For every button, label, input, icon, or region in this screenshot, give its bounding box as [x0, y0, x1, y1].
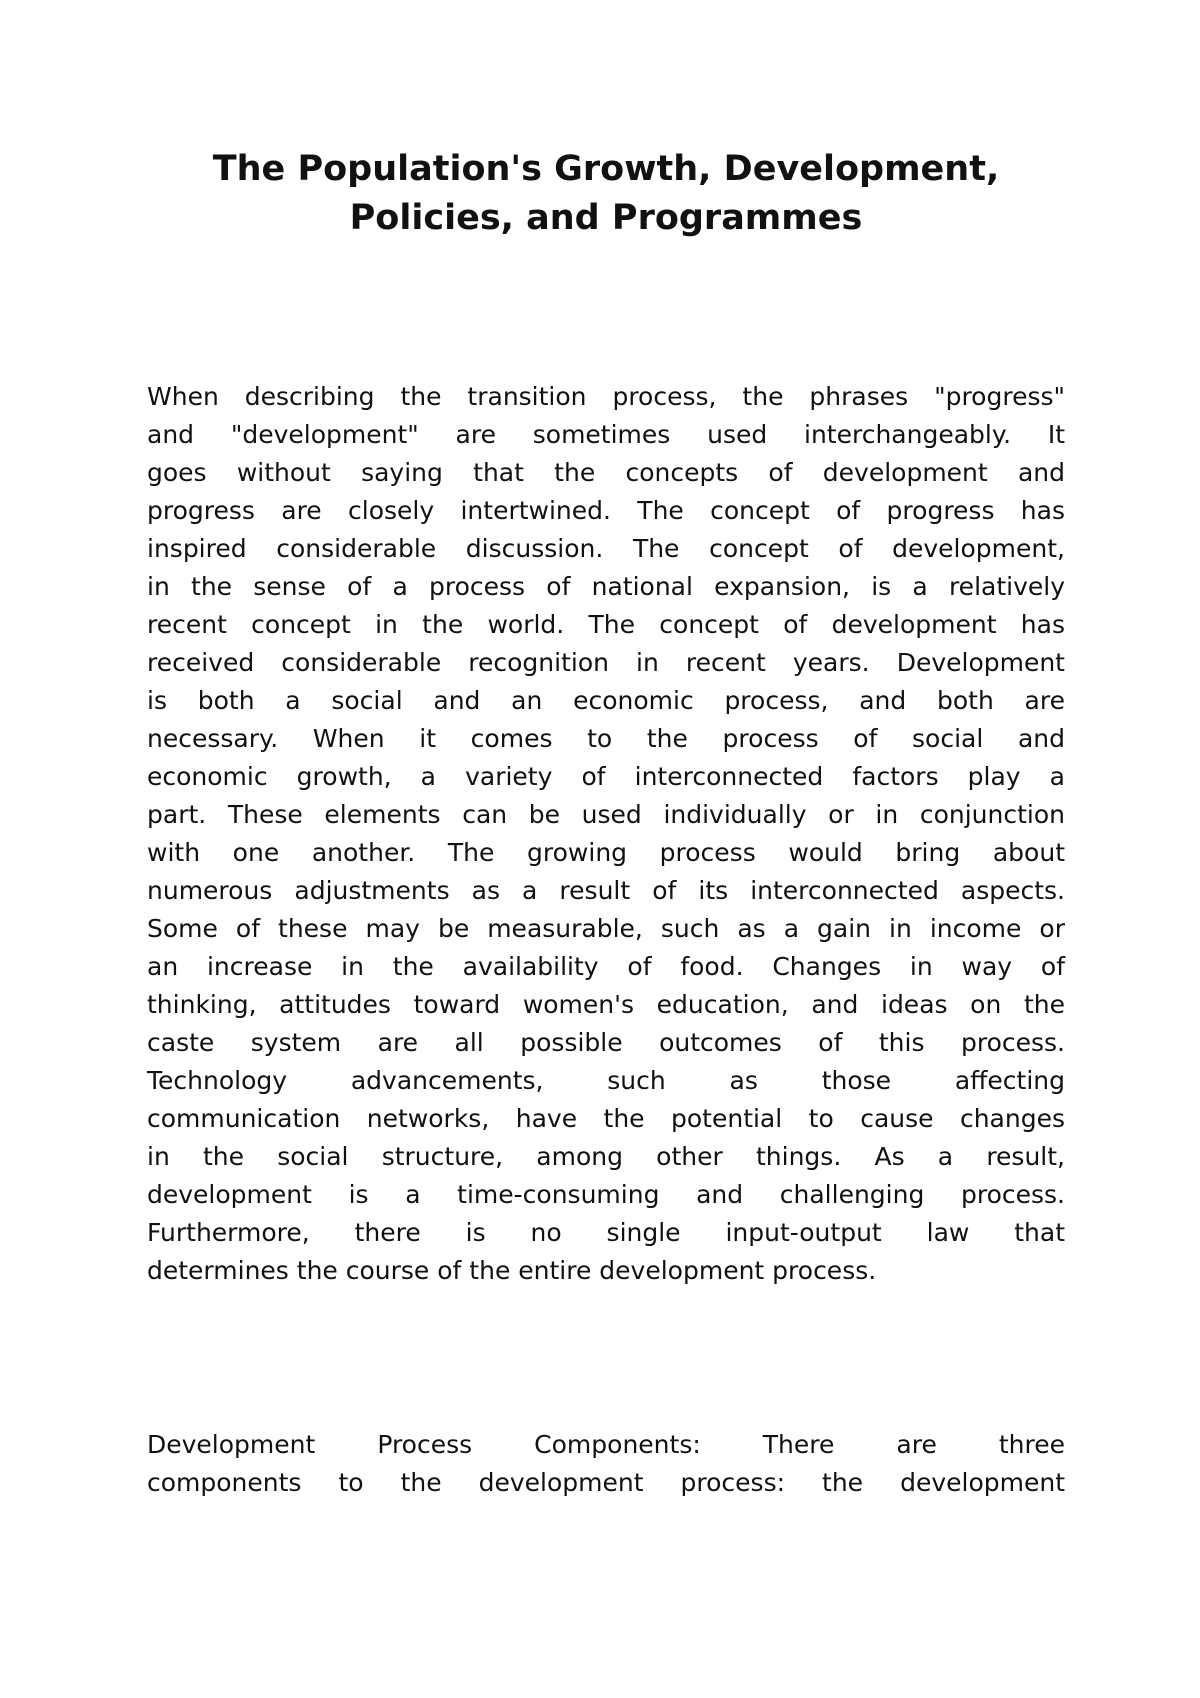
text-line: progress are closely intertwined. The concept of progress has: [147, 496, 1065, 525]
text-line: Some of these may be measurable, such as a gain in income or: [147, 914, 1065, 943]
text-line: thinking, attitudes toward women's education, and ideas on the: [147, 990, 1065, 1019]
paragraph-process-components: [147, 1426, 1065, 1502]
text-line: goes without saying that the concepts of development and: [147, 458, 1065, 487]
document-title: [148, 145, 1064, 243]
text-line: When describing the transition process, the phrases "progress": [147, 382, 1065, 411]
text-line: necessary. When it comes to the process of social and: [147, 724, 1065, 753]
title-line: Policies, and Programmes: [349, 198, 863, 238]
paragraph-development-intro: [147, 378, 1065, 1290]
text-line: inspired considerable discussion. The concept of development,: [147, 534, 1065, 563]
text-line: with one another. The growing process would bring about: [147, 838, 1065, 867]
text-line: communication networks, have the potential to cause changes: [147, 1104, 1065, 1133]
text-line: components to the development process: the development: [147, 1468, 1065, 1497]
text-line: caste system are all possible outcomes of this process.: [147, 1028, 1065, 1057]
text-line: received considerable recognition in recent years. Development: [147, 648, 1065, 677]
title-line: The Population's Growth, Development,: [212, 149, 1000, 189]
text-line: Development Process Components: There are three: [147, 1430, 1065, 1459]
text-line: Furthermore, there is no single input-output law that: [147, 1218, 1065, 1247]
text-line: and "development" are sometimes used interchangeably. It: [147, 420, 1065, 449]
text-line: in the social structure, among other things. As a result,: [147, 1142, 1065, 1171]
text-line: part. These elements can be used individually or in conjunction: [147, 800, 1065, 829]
text-line: numerous adjustments as a result of its interconnected aspects.: [147, 876, 1065, 905]
text-line: an increase in the availability of food. Changes in way of: [147, 952, 1065, 981]
text-line: development is a time-consuming and challenging process.: [147, 1180, 1065, 1209]
text-line: determines the course of the entire development process.: [147, 1256, 877, 1285]
text-line: is both a social and an economic process, and both are: [147, 686, 1065, 715]
text-line: economic growth, a variety of interconnected factors play a: [147, 762, 1065, 791]
text-line: recent concept in the world. The concept of development has: [147, 610, 1065, 639]
text-line: Technology advancements, such as those affecting: [147, 1066, 1065, 1095]
text-line: in the sense of a process of national expansion, is a relatively: [147, 572, 1065, 601]
